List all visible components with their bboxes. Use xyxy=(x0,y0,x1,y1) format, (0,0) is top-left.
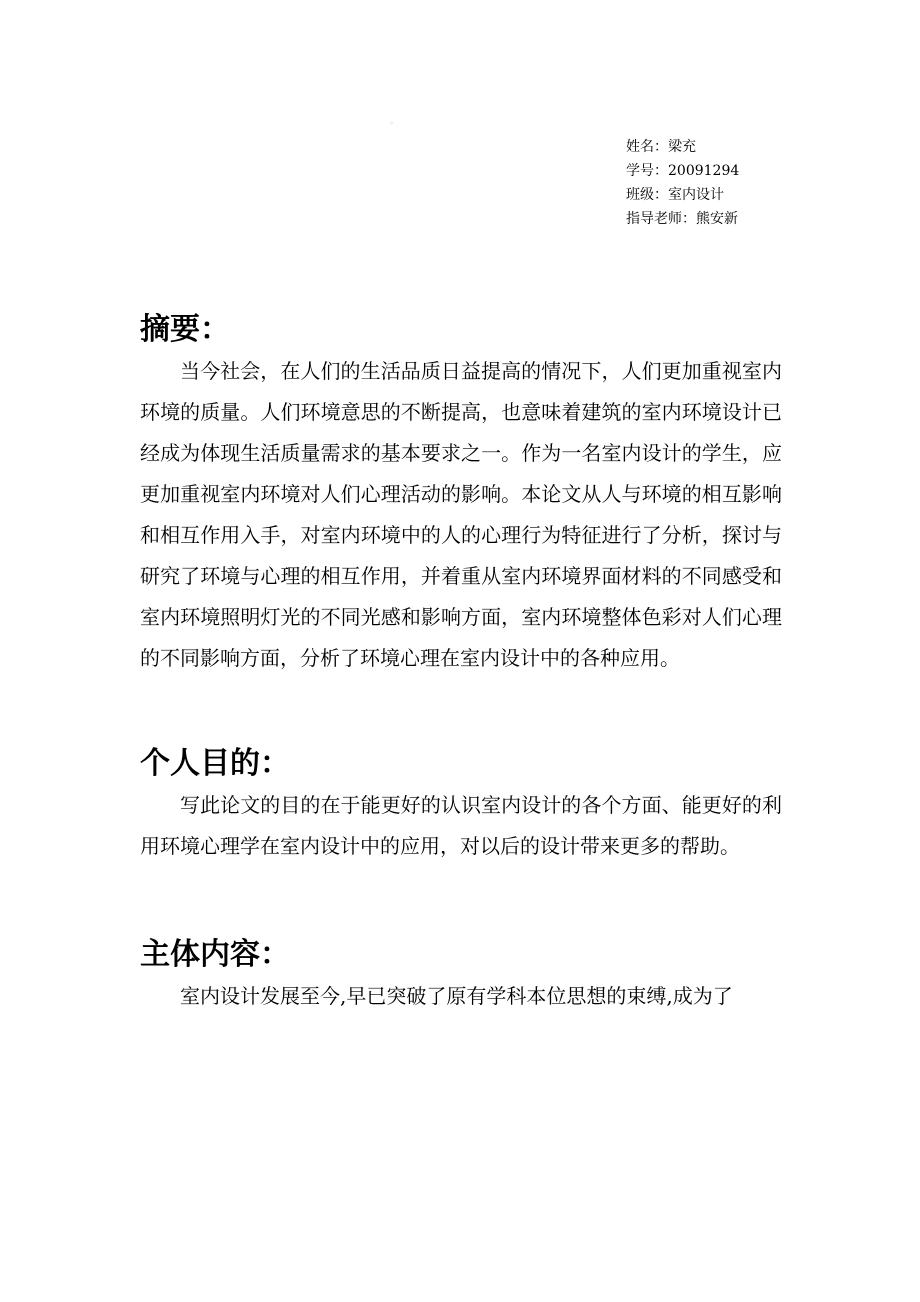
student-info-block xyxy=(626,135,739,231)
abstract-section xyxy=(140,309,782,679)
main-content-paragraph: 室内设计发展至今,早已突破了原有学科本位思想的束缚,成为了 xyxy=(180,984,733,1008)
stray-mark: ◦ xyxy=(389,119,394,128)
abstract-paragraph: 当今社会，在人们的生活品质日益提高的情况下，人们更加重视室内环境的质量。人们环境意思的不断提高，也意味着建筑的室内环境设计已经成为体现生活质量需求的基本要求之一。作为一名室内设计的学生，应更加重视室内环境对人们心理活动的影响。本论文从人与环境的相互影响和相互作用入手，对室内环境中的人的心理行为特征进行了分析，探讨与研究了环境与心理的相互作用，并着重从室内环境界面材料的不同感受和室内环境照明灯光的不同光感和影响方面，室内环境整体色彩对人们心理的不同影响方面，分析了环境心理在室内设计中的各种应用。 xyxy=(140,359,782,670)
advisor-name: 指导老师：熊安新 xyxy=(626,211,738,227)
abstract-heading: 摘要： xyxy=(140,312,230,347)
main-content-section xyxy=(140,934,782,1017)
student-name: 姓名：梁充 xyxy=(626,139,696,155)
main-content-heading: 主体内容： xyxy=(140,937,290,972)
personal-goal-heading: 个人目的： xyxy=(140,746,290,781)
student-class: 班级：室内设计 xyxy=(626,187,724,203)
personal-goal-paragraph: 写此论文的目的在于能更好的认识室内设计的各个方面、能更好的利用环境心理学在室内设计中的应用，对以后的设计带来更多的帮助。 xyxy=(140,793,782,858)
personal-goal-section xyxy=(140,743,782,867)
document-body xyxy=(140,309,782,1017)
student-id: 学号：20091294 xyxy=(626,163,740,179)
